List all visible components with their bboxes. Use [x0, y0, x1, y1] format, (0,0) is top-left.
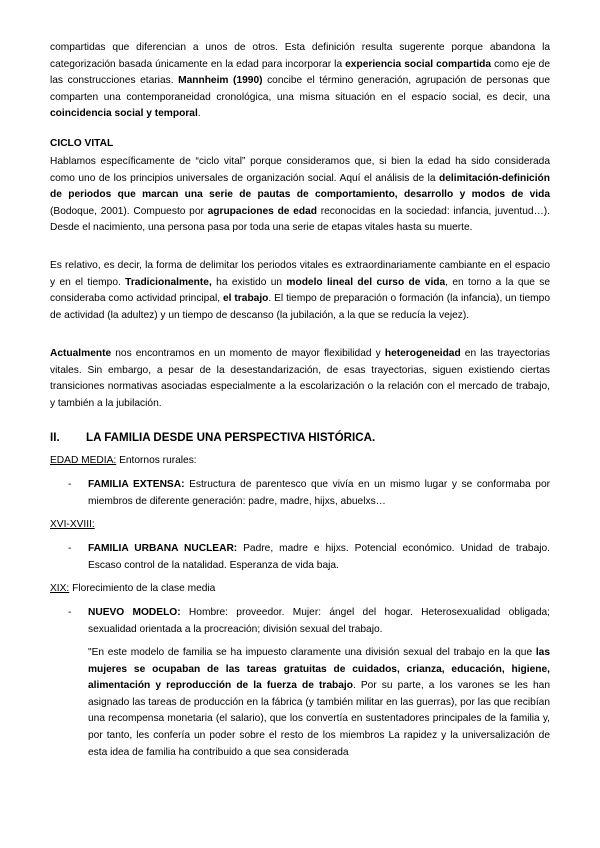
- text-run: concibe el término generación, agrupación de personas que comparten una contemporaneidad cronológica, una misma situación en el espacio social, es decir, una: [50, 75, 551, 103]
- text-run: compartidas que diferencian a unos de otros. Esta definición resulta sugerente porque abandona la categorización basada únicamente en la edad para incorporar la: [50, 42, 550, 70]
- xix-line: [50, 581, 215, 598]
- text-run: como eje de las construcciones etarias.: [50, 58, 550, 87]
- text-run: "En este modelo de familia se ha impuesto claramente una división sexual del trabajo en la que: [88, 647, 536, 658]
- text-run: Hombre: proveedor. Mujer: ángel del hogar. Heterosexualidad obligada; sexualidad orientada a la procreación; división sexual del trabajo.: [88, 607, 550, 635]
- bullet-dash: -: [68, 479, 72, 490]
- bold-run: agrupaciones de edad: [207, 205, 317, 217]
- xvi-xviii-line: [50, 517, 95, 534]
- bold-run: NUEVO MODELO:: [88, 607, 181, 618]
- ciclo-paragraph-1: [50, 154, 550, 237]
- bold-run: experiencia social compartida: [345, 58, 492, 70]
- bold-run: modelo lineal del curso de vida: [286, 276, 446, 288]
- period-text: Entornos rurales:: [116, 455, 197, 466]
- bold-run: Mannheim (1990): [178, 75, 263, 87]
- bold-run: heterogeneidad: [384, 348, 461, 359]
- section-heading-familia: [50, 430, 375, 447]
- bold-run: Tradicionalmente,: [125, 276, 212, 288]
- bold-run: el trabajo: [223, 293, 269, 305]
- text-run: Es relativo, es decir, la forma de delimitar los periodos vitales es extraordinariamente cambiante en el espacio y en el tiempo.: [50, 260, 550, 288]
- section-title: LA FAMILIA DESDE UNA PERSPECTIVA HISTÓRICA.: [86, 431, 376, 444]
- text-run: Padre, madre e hijxs. Potencial económico. Unidad de trabajo. Escaso control de la natalidad. Esperanza de vida baja.: [88, 543, 550, 571]
- text-run: . El tiempo de preparación o formación (la infancia), un tiempo de actividad (la adultez) y un tiempo de descanso (la jubilación, a la que se reducía la vejez).: [50, 293, 550, 321]
- text-run: , en torno a la que se consideraba como actividad principal,: [50, 276, 551, 305]
- text-run: reconocidas en la sociedad: infancia, juventud…). Desde el nacimiento, una persona pasa por toda una serie de etapas vitales hasta su muerte.: [50, 205, 550, 234]
- bold-run: FAMILIA EXTENSA:: [88, 479, 185, 490]
- bold-run: Actualmente: [50, 348, 112, 359]
- period-label: XIX:: [50, 583, 70, 594]
- bold-run: coincidencia social y temporal: [50, 108, 198, 120]
- ciclo-paragraph-2: [50, 258, 550, 324]
- text-run: Estructura de parentesco que vivía en un mismo lugar y se conformaba por miembros de diferente generación: padre, madre, hijxs, abuelxs…: [88, 479, 550, 507]
- text-run: en las trayectorias vitales. Sin embargo, a pesar de la desestandarización, de esas trayectorias, siguen existiendo ciertas transiciones normativas asociadas especialmente a la escolarización o la relación con el mercado de trabajo, y también a la jubilación.: [50, 348, 550, 409]
- text-run: ha existido un: [211, 276, 287, 288]
- text-run: . Por su parte, a los varones se les han asignado las tareas de producción en la fábrica (y también militar en las guerras), por las que recibían una recompensa monetaria (el salario), que los convertía en sustentadores principales de la familia y, por tanto, les confería un poder sobre el resto de los miembros La rapidez y la universalización de esta idea de familia ha contribuido a que sea considerada: [88, 680, 550, 758]
- text-run: Hablamos específicamente de “ciclo vital” porque consideramos que, si bien la edad ha sido considerada como uno de los principios universales de organización social. Aquí el análisis de la: [50, 156, 550, 184]
- familia-extensa-item: [88, 477, 550, 510]
- bold-run: las mujeres se ocupaban de las tareas gratuitas de cuidados, crianza, educación, higiene, alimentación y reproducción de la fuerza de trabajo: [88, 647, 550, 692]
- text-run: nos encontramos en un momento de mayor flexibilidad y: [111, 348, 385, 359]
- nuevo-modelo-item: [88, 605, 550, 638]
- text-run: .: [197, 108, 201, 120]
- section-number: II.: [50, 431, 60, 444]
- ciclo-vital-heading: CICLO VITAL: [50, 138, 114, 149]
- bullet-dash: -: [68, 543, 72, 554]
- bold-run: FAMILIA URBANA NUCLEAR:: [88, 543, 238, 554]
- bold-run: delimitación-definición de periodos que marcan una serie de pautas de comportamiento, desarrollo y modos de vida: [50, 172, 550, 201]
- familia-urbana-item: [88, 541, 550, 574]
- period-text: Florecimiento de la clase media: [69, 583, 216, 594]
- edad-media-line: [50, 453, 197, 470]
- period-label: EDAD MEDIA:: [50, 455, 117, 466]
- intro-paragraph: [50, 40, 550, 123]
- quote-paragraph: [88, 645, 550, 761]
- ciclo-paragraph-3: [50, 346, 550, 412]
- period-label: XVI-XVIII:: [50, 519, 95, 530]
- text-run: (Bodoque, 2001). Compuesto por: [50, 205, 208, 217]
- bullet-dash: -: [68, 607, 72, 618]
